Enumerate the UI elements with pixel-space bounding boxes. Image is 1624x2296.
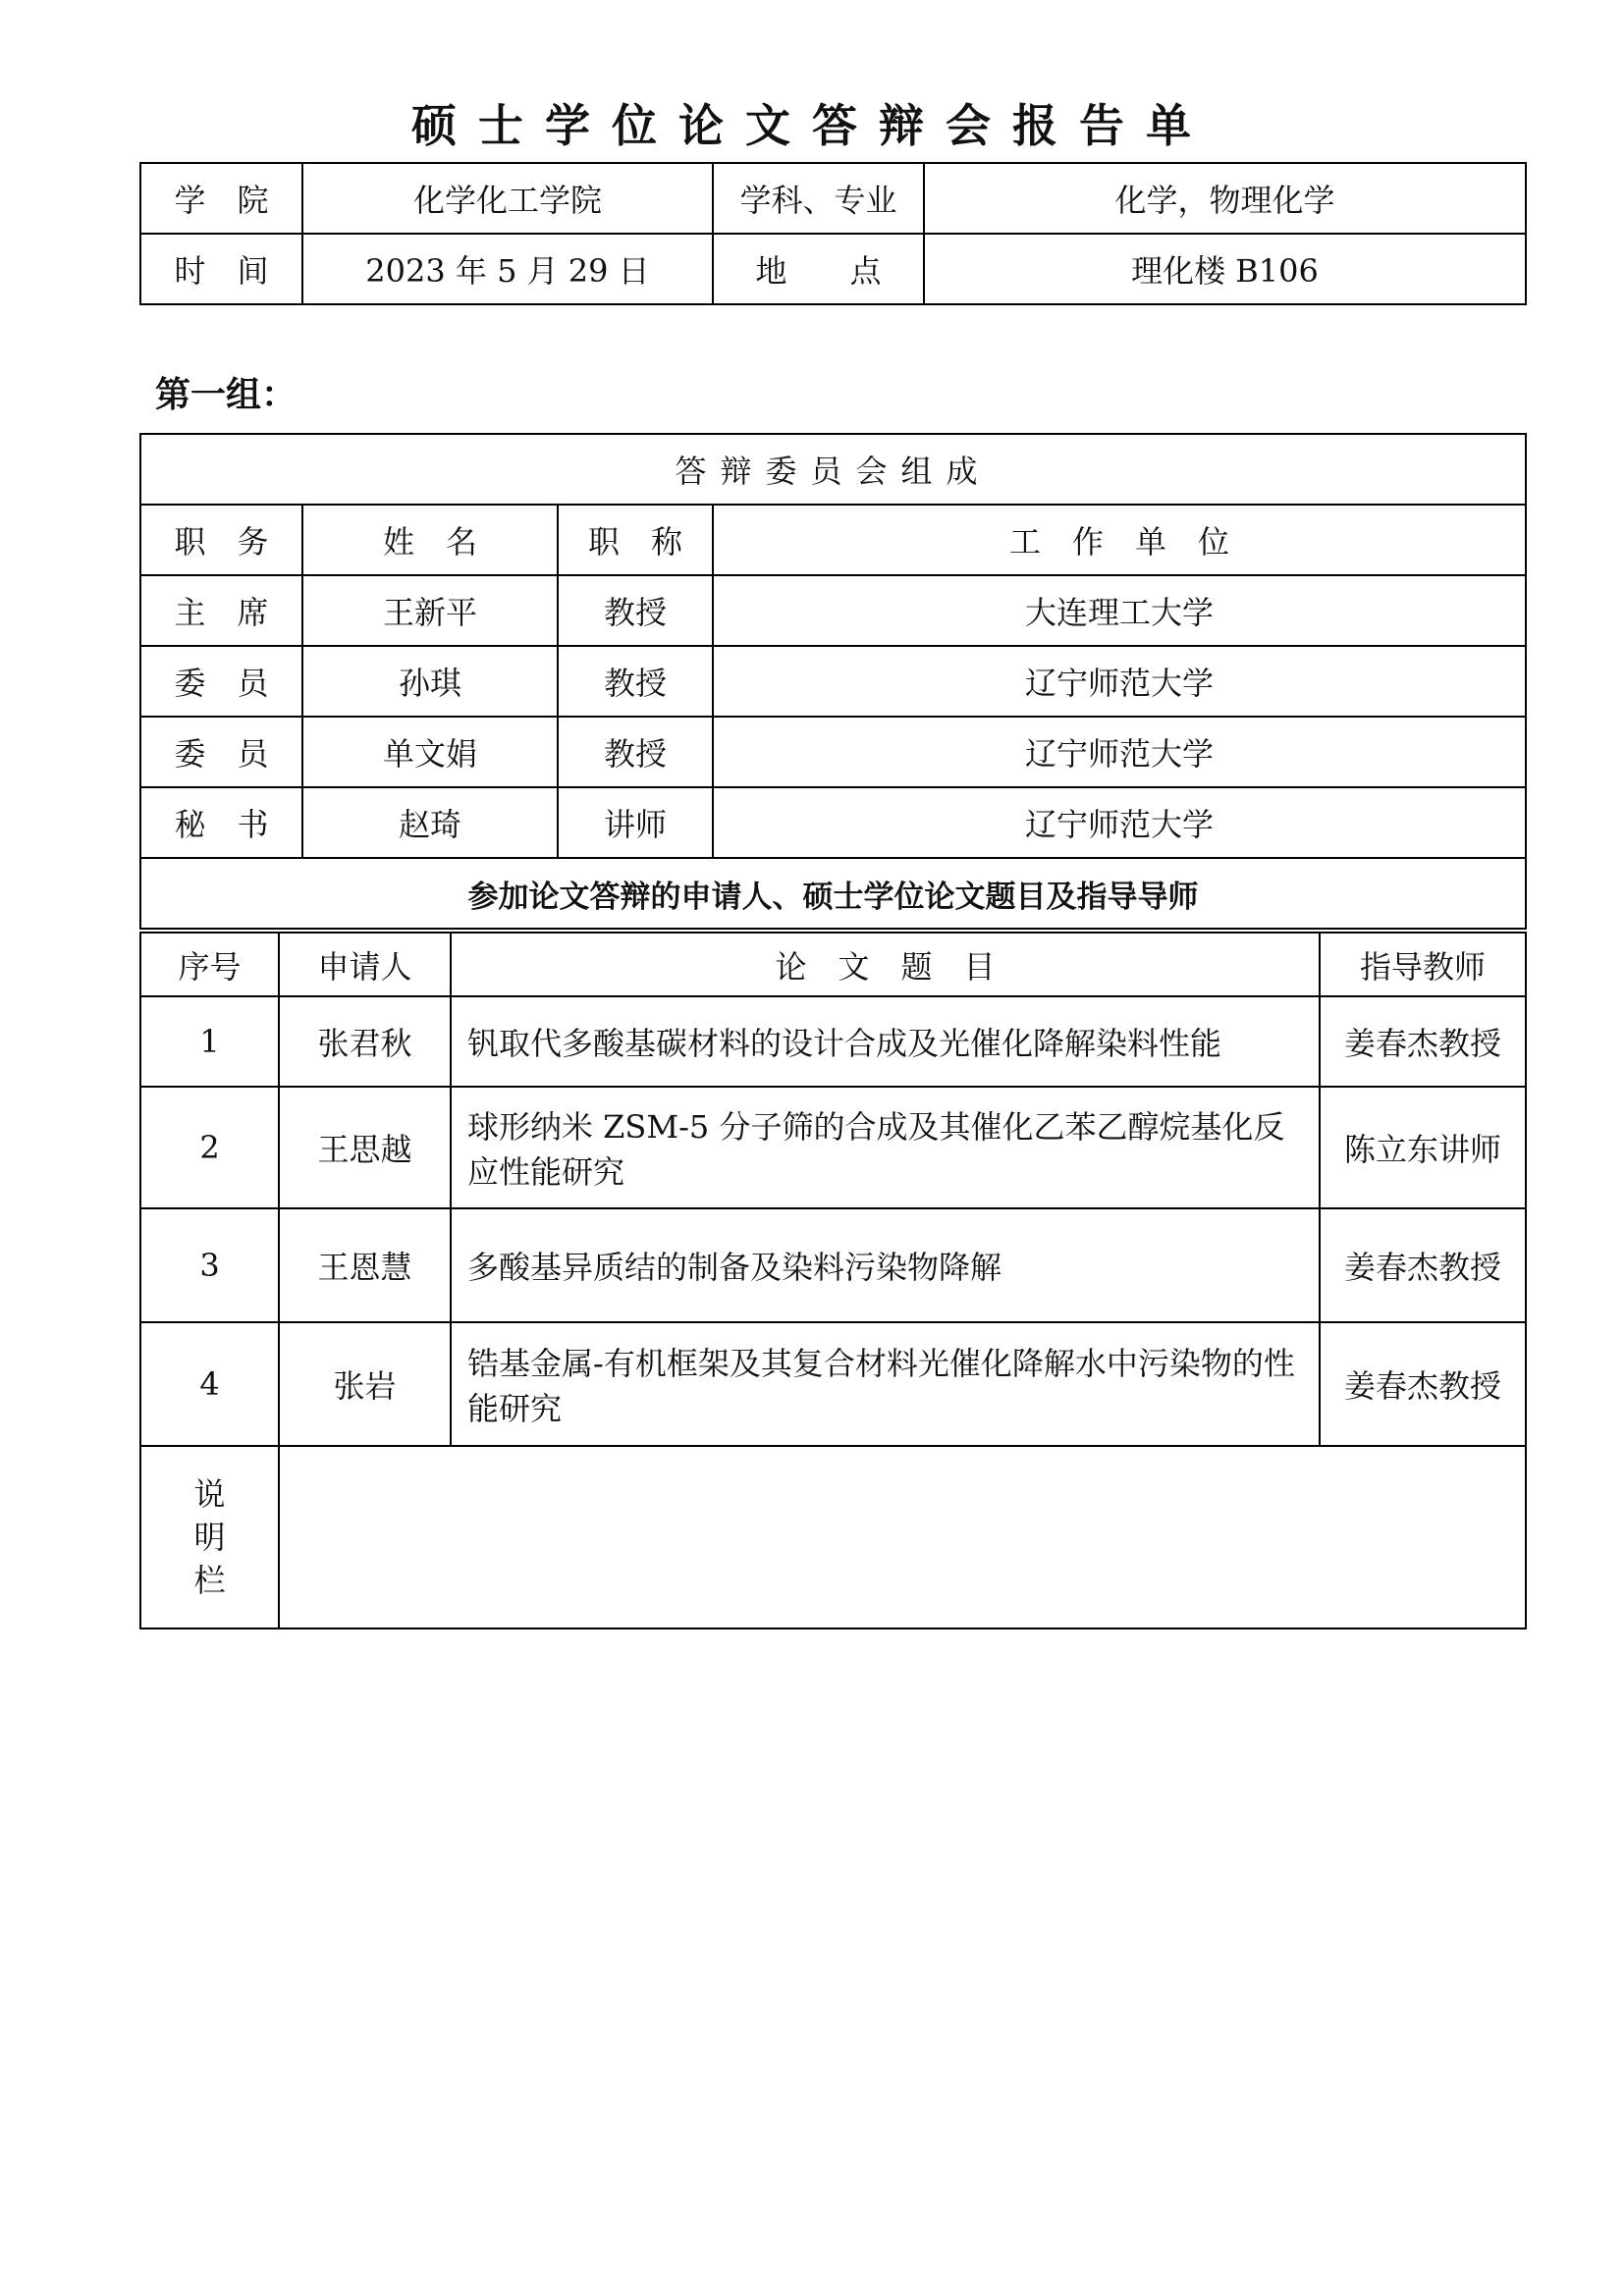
info-row (140, 234, 1526, 304)
header-advisor: 指导教师 (1320, 933, 1526, 996)
header-role: 职 务 (140, 505, 302, 575)
info-row (140, 163, 1526, 234)
applicant-row (140, 1322, 1526, 1446)
applicant-no: 3 (140, 1208, 279, 1322)
discipline-value: 化学，物理化学 (924, 163, 1526, 234)
location-value: 理化楼 B106 (924, 234, 1526, 304)
applicant-no: 1 (140, 996, 279, 1087)
applicant-name: 王思越 (279, 1087, 451, 1208)
notes-value (279, 1446, 1526, 1629)
committee-header-row (140, 505, 1526, 575)
applicants-table (139, 932, 1527, 1629)
committee-row (140, 646, 1526, 717)
member-name: 赵琦 (302, 787, 558, 858)
college-label: 学 院 (140, 163, 302, 234)
time-label: 时 间 (140, 234, 302, 304)
advisor: 姜春杰教授 (1320, 1322, 1526, 1446)
thesis-title: 钒取代多酸基碳材料的设计合成及光催化降解染料性能 (451, 996, 1320, 1087)
group-heading: 第一组： (155, 375, 298, 415)
member-rank: 教授 (558, 646, 713, 717)
member-role: 主 席 (140, 575, 302, 646)
advisor: 陈立东讲师 (1320, 1087, 1526, 1208)
info-table (139, 162, 1527, 305)
applicant-name: 王恩慧 (279, 1208, 451, 1322)
member-role: 委 员 (140, 717, 302, 787)
applicant-row (140, 1087, 1526, 1208)
member-unit: 辽宁师范大学 (713, 717, 1526, 787)
header-no: 序号 (140, 933, 279, 996)
committee-table (139, 433, 1527, 930)
committee-row (140, 787, 1526, 858)
advisor: 姜春杰教授 (1320, 1208, 1526, 1322)
committee-title-row (140, 434, 1526, 505)
applicant-no: 2 (140, 1087, 279, 1208)
applicants-header-row (140, 933, 1526, 996)
header-unit: 工 作 单 位 (713, 505, 1526, 575)
advisor: 姜春杰教授 (1320, 996, 1526, 1087)
thesis-title: 多酸基异质结的制备及染料污染物降解 (451, 1208, 1320, 1322)
college-value: 化学化工学院 (302, 163, 713, 234)
committee-title: 答辩委员会组成 (140, 434, 1526, 505)
applicant-row (140, 996, 1526, 1087)
committee-row (140, 717, 1526, 787)
notes-row (140, 1446, 1526, 1629)
member-role: 秘 书 (140, 787, 302, 858)
thesis-title: 锆基金属-有机框架及其复合材料光催化降解水中污染物的性能研究 (451, 1322, 1320, 1446)
thesis-title: 球形纳米 ZSM-5 分子筛的合成及其催化乙苯乙醇烷基化反应性能研究 (451, 1087, 1320, 1208)
applicant-no: 4 (140, 1322, 279, 1446)
applicants-title: 参加论文答辩的申请人、硕士学位论文题目及指导导师 (140, 858, 1526, 929)
member-name: 王新平 (302, 575, 558, 646)
header-name: 姓 名 (302, 505, 558, 575)
header-rank: 职 称 (558, 505, 713, 575)
member-rank: 讲师 (558, 787, 713, 858)
member-rank: 教授 (558, 717, 713, 787)
notes-label: 说明栏 (140, 1446, 279, 1629)
member-unit: 辽宁师范大学 (713, 646, 1526, 717)
applicant-name: 张岩 (279, 1322, 451, 1446)
time-value: 2023 年 5 月 29 日 (302, 234, 713, 304)
applicant-row (140, 1208, 1526, 1322)
member-unit: 辽宁师范大学 (713, 787, 1526, 858)
member-unit: 大连理工大学 (713, 575, 1526, 646)
header-thesis: 论 文 题 目 (451, 933, 1320, 996)
location-label: 地 点 (713, 234, 924, 304)
member-name: 孙琪 (302, 646, 558, 717)
member-name: 单文娟 (302, 717, 558, 787)
applicant-name: 张君秋 (279, 996, 451, 1087)
committee-row (140, 575, 1526, 646)
page-title: 硕士学位论文答辩会报告单 (411, 99, 1213, 152)
member-rank: 教授 (558, 575, 713, 646)
header-applicant: 申请人 (279, 933, 451, 996)
discipline-label: 学科、专业 (713, 163, 924, 234)
member-role: 委 员 (140, 646, 302, 717)
applicants-title-row (140, 858, 1526, 929)
